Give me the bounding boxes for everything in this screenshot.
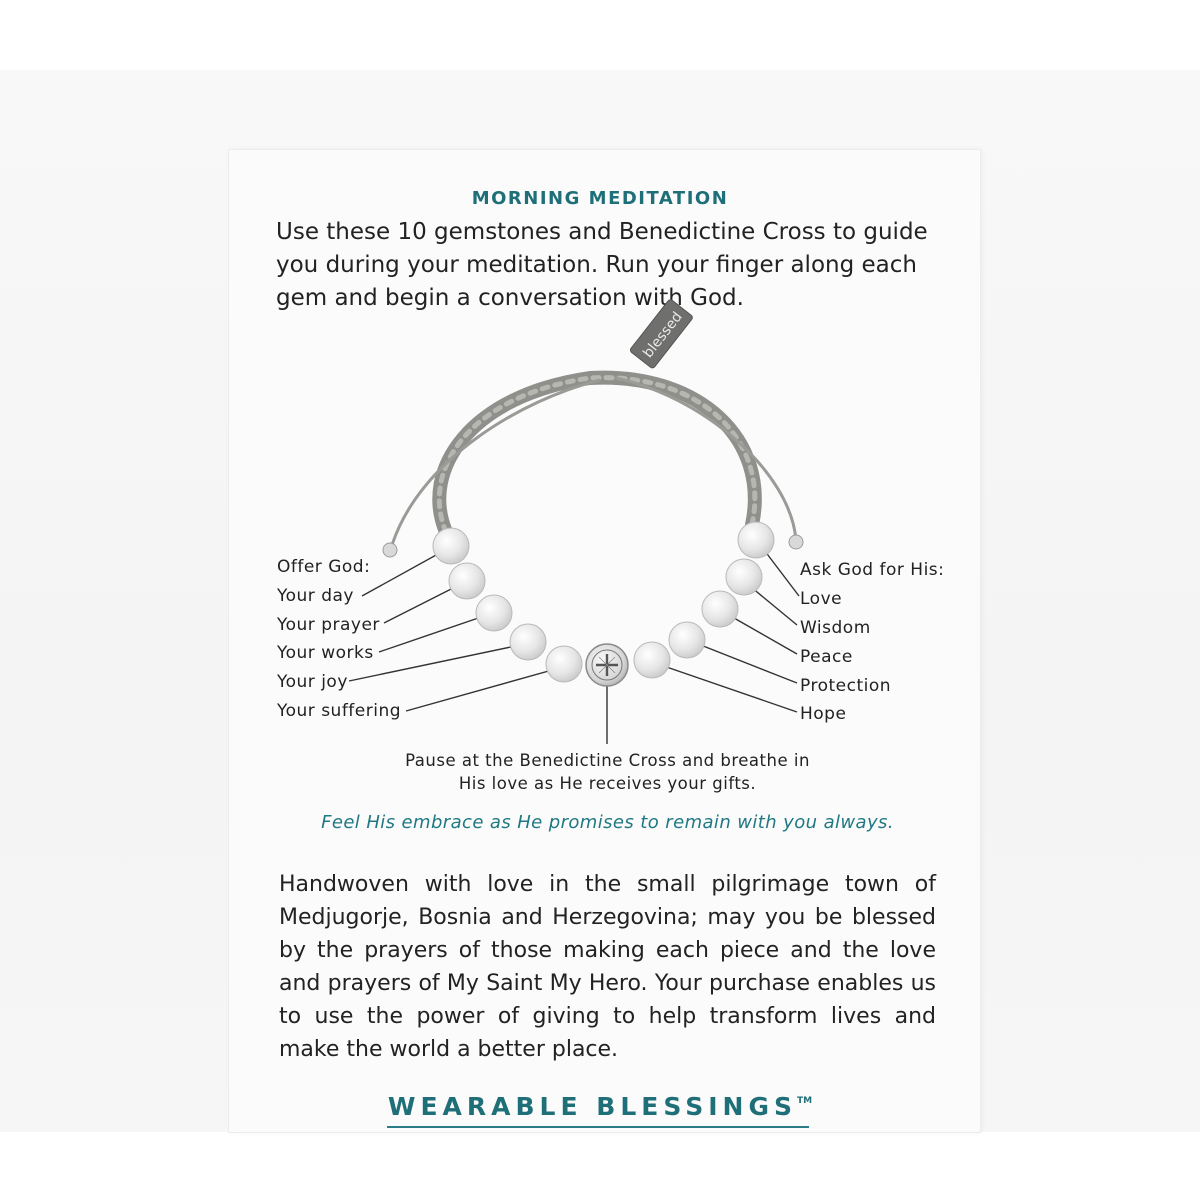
ask-god-title: Ask God for His: xyxy=(800,560,945,580)
right-label-love: Love xyxy=(800,589,843,609)
body-paragraph: Handwoven with love in the small pilgrimage town of Medjugorje, Bosnia and Herzegovina; may you be blessed by the prayers of those making each piece and the love and prayers of My Saint My Hero. Your purchase enables us to use the power of giving to help transform lives and make the world a better place. xyxy=(279,872,936,1062)
offer-god-title: Offer God: xyxy=(277,557,371,577)
brand-trademark: TM xyxy=(796,1096,813,1106)
bead xyxy=(634,642,670,678)
brand-wordmark xyxy=(0,1092,1200,1121)
bead xyxy=(449,563,485,599)
left-label-works: Your works xyxy=(277,643,374,663)
brand-underline xyxy=(387,1126,809,1128)
bead xyxy=(726,559,762,595)
left-label-prayer: Your prayer xyxy=(277,615,380,635)
blessed-tag xyxy=(629,299,693,369)
pause-line-1: Pause at the Benedictine Cross and breathe in xyxy=(405,751,810,770)
left-label-joy: Your joy xyxy=(277,672,348,692)
benedictine-cross-charm xyxy=(586,644,628,686)
intro-text: Use these 10 gemstones and Benedictine Cross to guide you during your meditation. Run your finger along each gem and begin a conversation with God. xyxy=(276,219,928,311)
bead xyxy=(669,622,705,658)
bead xyxy=(738,522,774,558)
bead xyxy=(476,595,512,631)
right-label-protection: Protection xyxy=(800,676,892,696)
right-label-wisdom: Wisdom xyxy=(800,618,871,638)
right-label-peace: Peace xyxy=(800,647,853,667)
embrace-line: Feel His embrace as He promises to remain with you always. xyxy=(321,812,894,833)
brand-text: WEARABLE BLESSINGS xyxy=(387,1092,797,1121)
right-label-hope: Hope xyxy=(800,704,847,724)
bead xyxy=(546,646,582,682)
pause-line-2: His love as He receives your gifts. xyxy=(458,774,757,793)
bead xyxy=(433,528,469,564)
pause-caption xyxy=(330,749,885,795)
bead xyxy=(510,624,546,660)
left-label-suffering: Your suffering xyxy=(277,701,402,721)
tag-text: blessed xyxy=(640,309,686,362)
left-label-day: Your day xyxy=(277,586,354,606)
bead xyxy=(702,591,738,627)
card-heading: MORNING MEDITATION xyxy=(471,188,729,209)
